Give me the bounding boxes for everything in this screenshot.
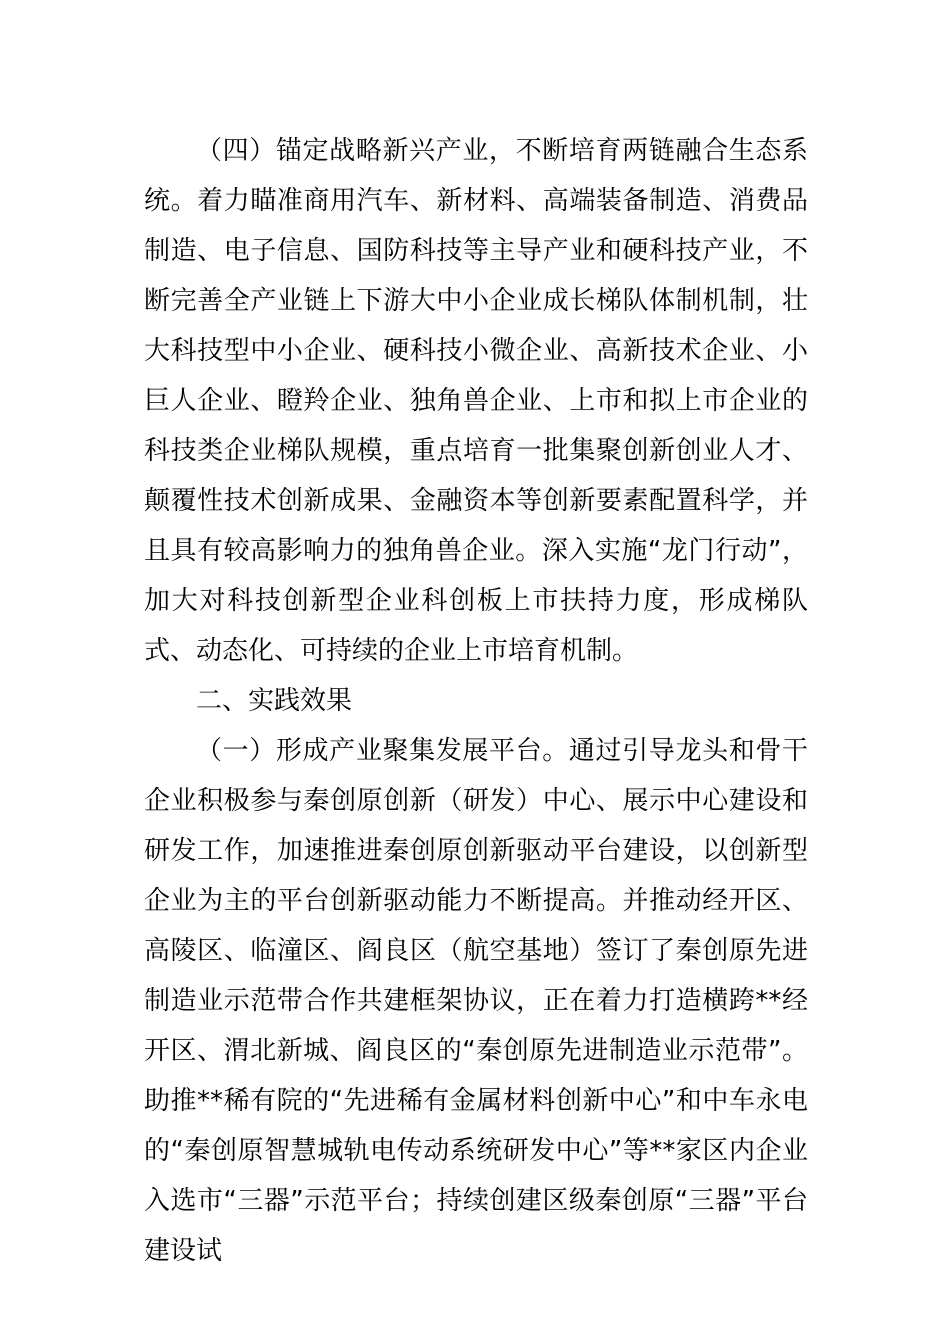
document-body bbox=[144, 126, 808, 1276]
paragraph-industry-platform: （一）形成产业聚集发展平台。通过引导龙头和骨干企业积极参与秦创原创新（研发）中心、展示中心建设和研发工作，加速推进秦创原创新驱动平台建设，以创新型企业为主的平台创新驱动能力不断提高。并推动经开区、高陵区、临潼区、阎良区（航空基地）签订了秦创原先进制造业示范带合作共建框架协议，正在着力打造横跨**经开区、渭北新城、阎良区的“秦创原先进制造业示范带”。助推**稀有院的“先进稀有金属材料创新中心”和中车永电的“秦创原智慧城轨电传动系统研发中心”等**家区内企业入选市“三器”示范平台；持续创建区级秦创原“三器”平台建设试 bbox=[144, 736, 808, 1266]
paragraph-strategic-industries: （四）锚定战略新兴产业，不断培育两链融合生态系统。着力瞄准商用汽车、新材料、高端装备制造、消费品制造、电子信息、国防科技等主导产业和硬科技产业，不断完善全产业链上下游大中小企业成长梯队体制机制，壮大科技型中小企业、硬科技小微企业、高新技术企业、小巨人企业、瞪羚企业、独角兽企业、上市和拟上市企业的科技类企业梯队规模，重点培育一批集聚创新创业人才、颠覆性技术创新成果、金融资本等创新要素配置科学，并且具有较高影响力的独角兽企业。深入实施“龙门行动”，加大对科技创新型企业科创板上市扶持力度，形成梯队式、动态化、可持续的企业上市培育机制。 bbox=[144, 136, 808, 666]
section-heading-practice-effects: 二、实践效果 bbox=[196, 686, 353, 716]
